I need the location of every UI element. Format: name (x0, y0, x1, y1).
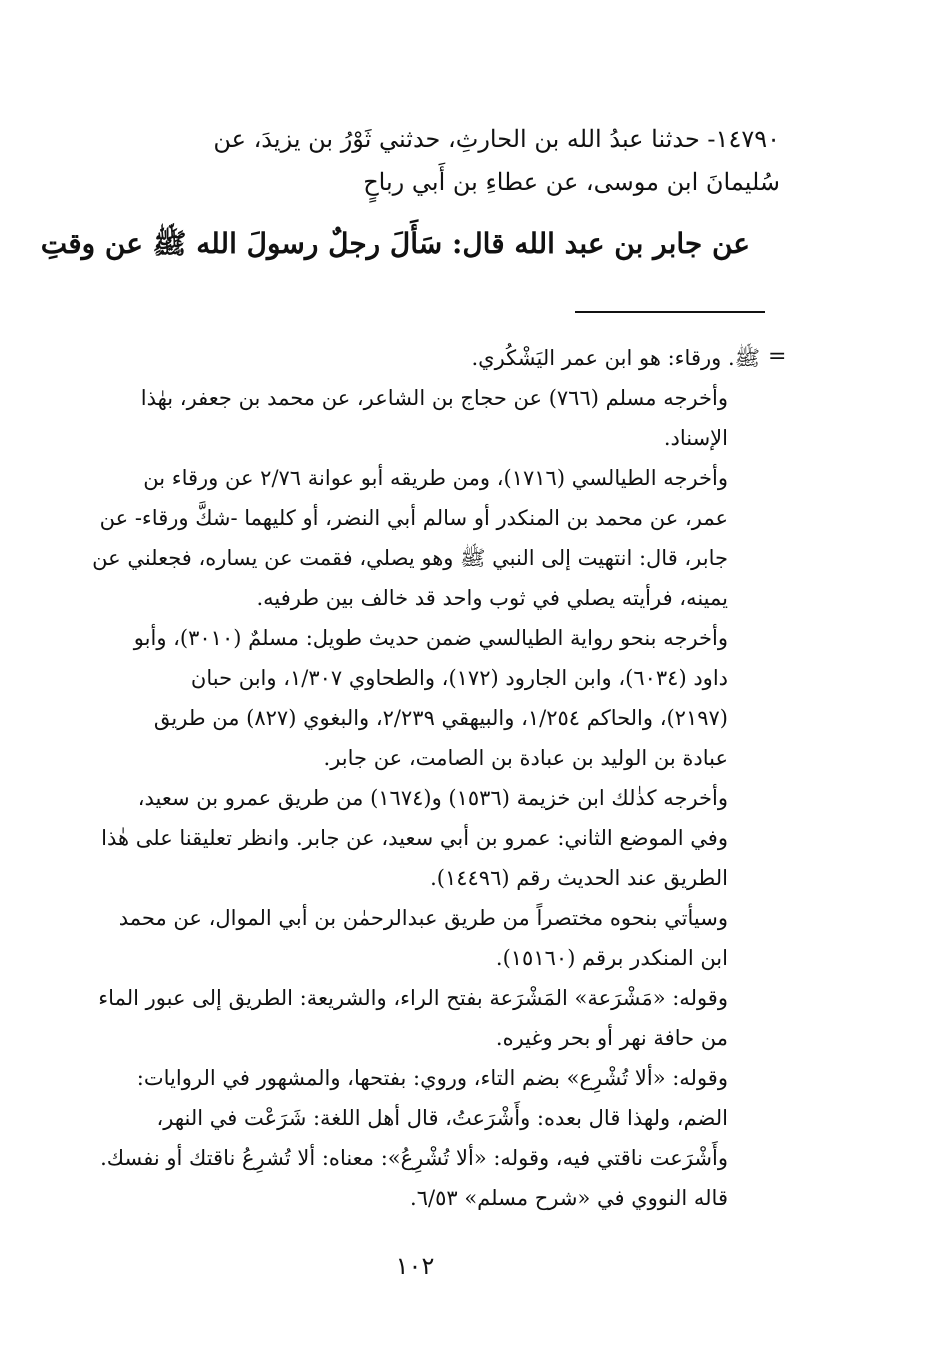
footnote-paragraph (60, 378, 760, 458)
footnote-line: وأخرجه مسلم (٧٦٦) عن حجاج بن الشاعر، عن محمد بن جعفر، بهٰذا (140, 386, 728, 410)
hadith-isnad (60, 118, 780, 204)
footnote-line: يمينه، فرأيته يصلي في ثوب واحد قد خالف بين طرفيه. (256, 586, 728, 610)
footnote-continuation-line: ﷺ. ورقاء: هو ابن عمر اليَشْكُري. (471, 346, 760, 370)
footnote-line: الإسناد. (663, 426, 728, 450)
footnote-line: من حافة نهر أو بحر وغيره. (495, 1026, 728, 1050)
footnote-paragraph (60, 1058, 760, 1218)
footnote-paragraph (60, 458, 760, 618)
footnote-line: الطريق عند الحديث رقم (١٤٤٩٦). (430, 866, 728, 890)
isnad-line-1: ١٤٧٩٠- حدثنا عبدُ الله بن الحارثِ، حدثني ثَوْرُ بن يزيدَ، عن (213, 125, 780, 153)
footnotes (60, 338, 760, 1218)
footnote-line: وأَشْرَعت ناقتي فيه، وقوله: «ألا تُشْرِعُ»: معناه: ألا تُشرِعُ ناقتك أو نفسك. (100, 1146, 728, 1170)
footnote-line: عمر، عن محمد بن المنكدر أو سالم أبي النضر، أو كليهما -شكَّ ورقاء- عن (99, 506, 728, 530)
footnote-line: وأخرجه كذٰلك ابن خزيمة (١٥٣٦) و(١٦٧٤) من طريق عمرو بن سعيد، (137, 786, 728, 810)
footnote-line: (٢١٩٧)، والحاكم ١/٢٥٤، والبيهقي ٢/٢٣٩، والبغوي (٨٢٧) من طريق (153, 706, 728, 730)
footnote-line: داود (٦٠٣٤)، وابن الجارود (١٧٢)، والطحاوي ١/٣٠٧، وابن حبان (190, 666, 728, 690)
footnote-line: جابر، قال: انتهيت إلى النبي ﷺ وهو يصلي، فقمت عن يساره، فجعلني عن (92, 546, 728, 570)
footnote-line: وقوله: «مَشْرَعة» المَشْرَعة بفتح الراء، والشريعة: الطريق إلى عبور الماء (98, 986, 728, 1010)
footnote-paragraph (60, 618, 760, 778)
isnad-line-2: سُليمانَ ابن موسى، عن عطاءِ بن أَبي رباحٍ (363, 168, 780, 196)
footnote-line: وفي الموضع الثاني: عمرو بن أبي سعيد، عن جابر. وانظر تعليقنا على هٰذا (101, 826, 728, 850)
footnote-line: وأخرجه الطيالسي (١٧١٦)، ومن طريقه أبو عوانة ٢/٧٦ عن ورقاء بن (143, 466, 728, 490)
footnote-line: وسيأتي بنحوه مختصراً من طريق عبدالرحمٰن بن أبي الموال، عن محمد (118, 906, 728, 930)
footnote-paragraph (60, 778, 760, 898)
footnote-line: وقوله: «ألا تُشْرِع» بضم التاء، وروي: بفتحها، والمشهور في الروايات: (136, 1066, 728, 1090)
footnote-divider (575, 311, 765, 313)
page-number: ١٠٢ (395, 1252, 435, 1280)
footnote-line: ابن المنكدر برقم (١٥١٦٠). (495, 946, 728, 970)
hadith-matn: عن جابر بن عبد الله قال: سَأَلَ رجلٌ رسولَ الله ﷺ عن وقتِ (40, 227, 750, 260)
footnote-continuation-mark: = (768, 344, 787, 369)
footnote-line: وأخرجه بنحو رواية الطيالسي ضمن حديث طويل: مسلمٌ (٣٠١٠)، وأبو (133, 626, 728, 650)
footnote-paragraph (60, 898, 760, 978)
footnote-line: الضم، ولهذا قال بعده: وأَشْرَعتُ، قال أهل اللغة: شَرَعْت في النهر، (156, 1106, 728, 1130)
footnote-paragraph (60, 978, 760, 1058)
footnote-line: قاله النووي في «شرح مسلم» ٦/٥٣. (410, 1186, 728, 1210)
footnote-line: عبادة بن الوليد بن عبادة بن الصامت، عن جابر. (323, 746, 728, 770)
